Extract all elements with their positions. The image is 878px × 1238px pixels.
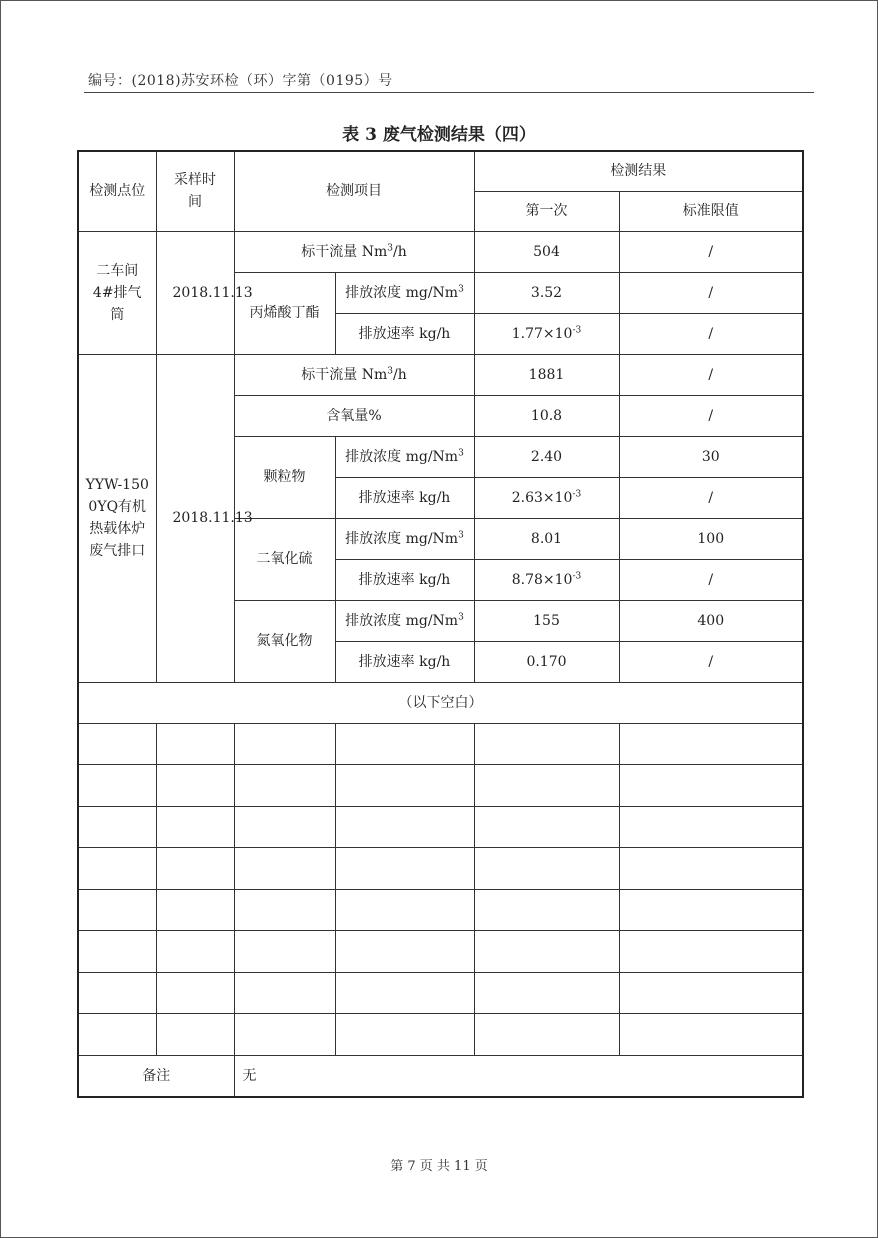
value-concentration: 2.40 [474,436,619,477]
table-row [78,231,803,272]
sampling-date: 2018.11.13 [156,231,234,354]
limit-flow: / [619,231,803,272]
sampling-date: 2018.11.13 [156,354,234,682]
sampling-point: YYW-1500YQ有机热载体炉废气排口 [78,354,156,682]
pollutant-name: 氮氧化物 [234,600,335,682]
sampling-point: 二车间4#排气筒 [78,231,156,354]
results-table [77,150,804,1098]
item-concentration: 排放浓度 mg/Nm$^3$ [335,518,474,559]
empty-row [78,806,803,848]
limit-oxygen: / [619,395,803,436]
page-number: 第 7 页 共 11 页 [390,1159,488,1174]
col-header-time: 采样时间 [156,151,234,231]
item-rate: 排放速率 kg/h [335,313,474,354]
item-flow: 标干流量 Nm$^3$/h [234,354,474,395]
table-row [78,354,803,395]
limit-flow: / [619,354,803,395]
item-rate: 排放速率 kg/h [335,641,474,682]
value-concentration: 8.01 [474,518,619,559]
header-rule [84,92,814,93]
empty-row [78,972,803,1014]
value-rate: 0.170 [474,641,619,682]
limit-concentration: / [619,272,803,313]
limit-rate: / [619,641,803,682]
pollutant-name: 二氧化硫 [234,518,335,600]
pollutant-name: 丙烯酸丁酯 [234,272,335,354]
empty-row [78,765,803,807]
item-rate: 排放速率 kg/h [335,477,474,518]
limit-concentration: 100 [619,518,803,559]
header-row-1 [78,151,803,191]
value-oxygen: 10.8 [474,395,619,436]
item-concentration: 排放浓度 mg/Nm$^3$ [335,436,474,477]
empty-row [78,848,803,890]
remarks-value: 无 [234,1055,803,1097]
remarks-row [78,1055,803,1097]
limit-concentration: 400 [619,600,803,641]
value-concentration: 3.52 [474,272,619,313]
blank-note: （以下空白） [78,682,803,723]
value-concentration: 155 [474,600,619,641]
limit-rate: / [619,313,803,354]
document-number: 编号：(2018)苏安环检（环）字第（0195）号 [88,73,393,89]
remarks-label: 备注 [78,1055,234,1097]
value-flow: 504 [474,231,619,272]
limit-rate: / [619,559,803,600]
limit-rate: / [619,477,803,518]
item-concentration: 排放浓度 mg/Nm$^3$ [335,272,474,313]
blank-note-row [78,682,803,723]
empty-row [78,723,803,765]
col-header-results: 检测结果 [474,151,803,191]
item-concentration: 排放浓度 mg/Nm$^3$ [335,600,474,641]
empty-row [78,1014,803,1056]
item-flow: 标干流量 Nm$^3$/h [234,231,474,272]
value-rate: $2.63\times 10^{-3}$ [474,477,619,518]
value-rate: $1.77\times 10^{-3}$ [474,313,619,354]
value-flow: 1881 [474,354,619,395]
limit-concentration: 30 [619,436,803,477]
item-rate: 排放速率 kg/h [335,559,474,600]
empty-row [78,931,803,973]
pollutant-name: 颗粒物 [234,436,335,518]
table-title: 表 3 废气检测结果（四） [342,125,536,145]
col-header-point: 检测点位 [78,151,156,231]
col-header-item: 检测项目 [234,151,474,231]
empty-row [78,889,803,931]
value-rate: $8.78\times 10^{-3}$ [474,559,619,600]
item-oxygen: 含氧量% [234,395,474,436]
col-header-first: 第一次 [474,191,619,231]
col-header-limit: 标准限值 [619,191,803,231]
